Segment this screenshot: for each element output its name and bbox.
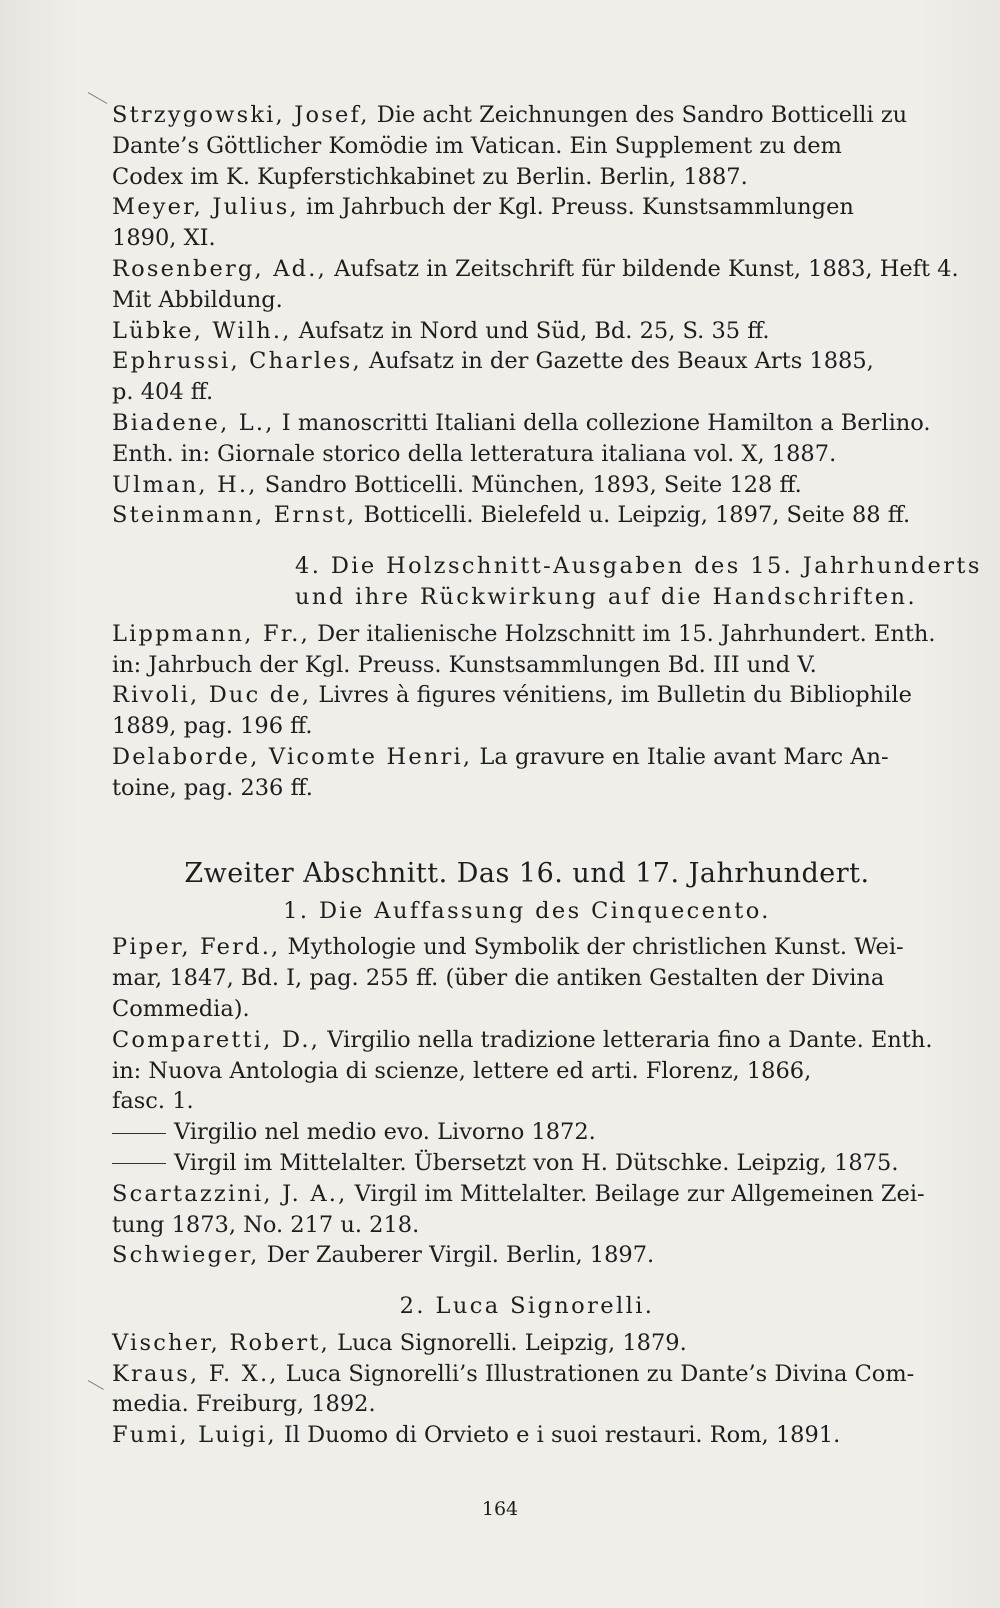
entry-line [112,1210,942,1241]
section-heading-4 [112,551,982,613]
entry-line [112,316,942,347]
entry-line [112,1420,942,1451]
entry-author: Lübke, Wilh., [112,317,292,344]
bibliography-entry [112,742,942,804]
entry-text: im Jahrbuch der Kgl. Preuss. Kunstsammlungen [298,194,854,221]
entry-line [112,963,942,994]
entry-line [112,470,942,501]
entry-line [112,100,942,131]
entry-line [112,223,942,254]
section-heading-2: 2. Luca Signorelli. [399,1293,655,1320]
bibliography-entry [112,680,942,742]
entry-line [112,680,942,711]
entry-line [112,346,942,377]
entry-line [112,162,942,193]
bibliography-entry [112,1359,942,1421]
entry-line [112,285,942,316]
bibliography-entry [112,1025,942,1117]
entry-text: Virgilio nel medio evo. Livorno 1872. [174,1119,596,1146]
entry-author: Scartazzini, J. A., [112,1180,348,1207]
bibliography-entry [112,100,942,192]
entry-text: Die acht Zeichnungen des Sandro Botticelli zu [369,102,908,128]
entry-text: La gravure en Italie avant Marc An- [472,743,889,770]
entry-line [112,439,942,470]
bibliography-entry [112,254,959,316]
entry-text: Codex im K. Kupferstichkabinet zu Berlin. Berlin, 1887. [112,163,748,190]
entry-author: Comparetti, D., [112,1026,321,1053]
entry-author: Biadene, L., [112,409,275,436]
entry-line [112,773,942,804]
bibliography-block-woodcuts [112,619,942,804]
entry-line [112,650,942,681]
entry-author: Schwieger, [112,1242,260,1269]
entry-line [112,711,942,742]
entry-author: Rosenberg, Ad., [112,255,327,282]
entry-line [112,500,942,531]
entry-text: Mythologie und Symbolik der christlichen Kunst. Wei- [280,934,904,961]
entry-line [112,131,942,162]
bibliography-entry [112,932,942,1024]
entry-line [112,1389,942,1420]
entry-author: Lippmann, Fr., [112,620,310,647]
entry-text: Der Zauberer Virgil. Berlin, 1897. [259,1242,655,1269]
bibliography-block-cinquecento [112,932,942,1271]
entry-line [112,408,942,439]
entry-line [112,1086,942,1117]
bibliography-entry [112,470,942,501]
entry-line [112,1240,942,1271]
entry-text: 1889, pag. 196 ff. [112,713,313,740]
bibliography-entry [112,192,942,254]
entry-line [112,1179,942,1210]
entry-line [174,1148,942,1179]
entry-text: Il Duomo di Orvieto e i suoi restauri. Rom, 1891. [276,1422,841,1449]
entry-line [112,932,942,963]
entry-author: Steinmann, Ernst, [112,502,357,529]
entry-author: Meyer, Julius, [112,194,299,221]
entry-author: Kraus, F. X., [112,1360,279,1387]
section-heading-1: 1. Die Auffassung des Cinquecento. [283,897,771,924]
entry-line [112,619,942,650]
entry-text: Livres à figures vénitiens, im Bulletin du Bibliophile [311,682,912,709]
heading-line: 4. Die Holzschnitt-Ausgaben des 15. Jahrhunderts [295,553,982,580]
entry-text: Dante’s Göttlicher Komödie im Vatican. Ein Supplement zu dem [112,132,842,159]
entry-text: mar, 1847, Bd. I, pag. 255 ff. (über die antiken Gestalten der Divina [112,965,885,992]
entry-line [112,994,942,1025]
margin-mark [88,1380,104,1390]
entry-text: Aufsatz in Nord und Süd, Bd. 25, S. 35 ff. [291,317,770,344]
entry-line [174,1117,942,1148]
section-title: Zweiter Abschnitt. Das 16. und 17. Jahrhundert. [184,857,870,889]
entry-line [112,192,942,223]
bibliography-entry [112,408,942,470]
entry-text: Enth. in: Giornale storico della letteratura italiana vol. X, 1887. [112,440,837,467]
ditto-dash [112,1133,166,1134]
entry-text: Commedia). [112,995,250,1022]
entry-text: in: Jahrbuch der Kgl. Preuss. Kunstsammlungen Bd. III und V. [112,651,817,678]
bibliography-entry [112,500,942,531]
bibliography-block-signorelli [112,1328,942,1451]
entry-text: Mit Abbildung. [112,286,283,313]
bibliography-entry [112,346,942,408]
margin-mark [88,92,108,104]
entry-line [112,742,942,773]
entry-text: Der italienische Holzschnitt im 15. Jahrhundert. Enth. [309,620,936,647]
bibliography-text [112,100,982,1451]
entry-text: Luca Signorelli’s Illustrationen zu Dante’s Divina Com- [278,1360,915,1387]
entry-author: Fumi, Luigi, [112,1422,277,1449]
entry-line [112,1025,942,1056]
bibliography-entry [112,1328,942,1359]
bibliography-entry [112,1179,942,1241]
bibliography-entry [112,1117,942,1148]
heading-line: und ihre Rückwirkung auf die Handschriften. [295,583,917,610]
bibliography-entry [112,1240,942,1271]
page-number: 164 [481,1498,519,1520]
ditto-dash [112,1163,166,1164]
entry-author: Piper, Ferd., [112,934,281,961]
bibliography-block-botticelli [112,100,959,531]
entry-text: p. 404 ff. [112,379,214,406]
entry-text: 1890, XI. [112,225,216,252]
entry-text: Virgilio nella tradizione letteraria fino a Dante. Enth. [320,1026,933,1053]
entry-author: Strzygowski, Josef, [112,102,370,128]
bibliography-entry [112,619,942,681]
bibliography-entry [112,1420,942,1451]
entry-text: Sandro Botticelli. München, 1893, Seite 128 ff. [257,471,802,498]
entry-text: toine, pag. 236 ff. [112,774,313,801]
entry-author: Delaborde, Vicomte Henri, [112,743,473,770]
entry-line [112,254,959,285]
entry-text: media. Freiburg, 1892. [112,1391,376,1418]
entry-text: Virgil im Mittelalter. Beilage zur Allgemeinen Zei- [347,1180,925,1207]
entry-author: Ulman, H., [112,471,258,498]
bibliography-entry [112,316,942,347]
entry-line [112,1328,942,1359]
entry-text: in: Nuova Antologia di scienze, lettere ed arti. Florenz, 1866, [112,1057,812,1084]
entry-line [112,1056,942,1087]
entry-text: Aufsatz in der Gazette des Beaux Arts 1885, [361,348,874,375]
entry-text: Botticelli. Bielefeld u. Leipzig, 1897, Seite 88 ff. [356,502,911,529]
entry-line [112,1359,942,1390]
entry-author: Ephrussi, Charles, [112,348,362,375]
entry-text: tung 1873, No. 217 u. 218. [112,1211,420,1238]
entry-author: Vischer, Robert, [112,1329,330,1356]
entry-text: fasc. 1. [112,1088,194,1115]
entry-text: I manoscritti Italiani della collezione Hamilton a Berlino. [274,409,931,436]
bibliography-entry [112,1148,942,1179]
entry-author: Rivoli, Duc de, [112,682,312,709]
entry-text: Luca Signorelli. Leipzig, 1879. [329,1329,687,1356]
entry-line [112,377,942,408]
entry-text: Aufsatz in Zeitschrift für bildende Kunst, 1883, Heft 4. [326,255,959,282]
entry-text: Virgil im Mittelalter. Übersetzt von H. Dütschke. Leipzig, 1875. [174,1149,899,1176]
